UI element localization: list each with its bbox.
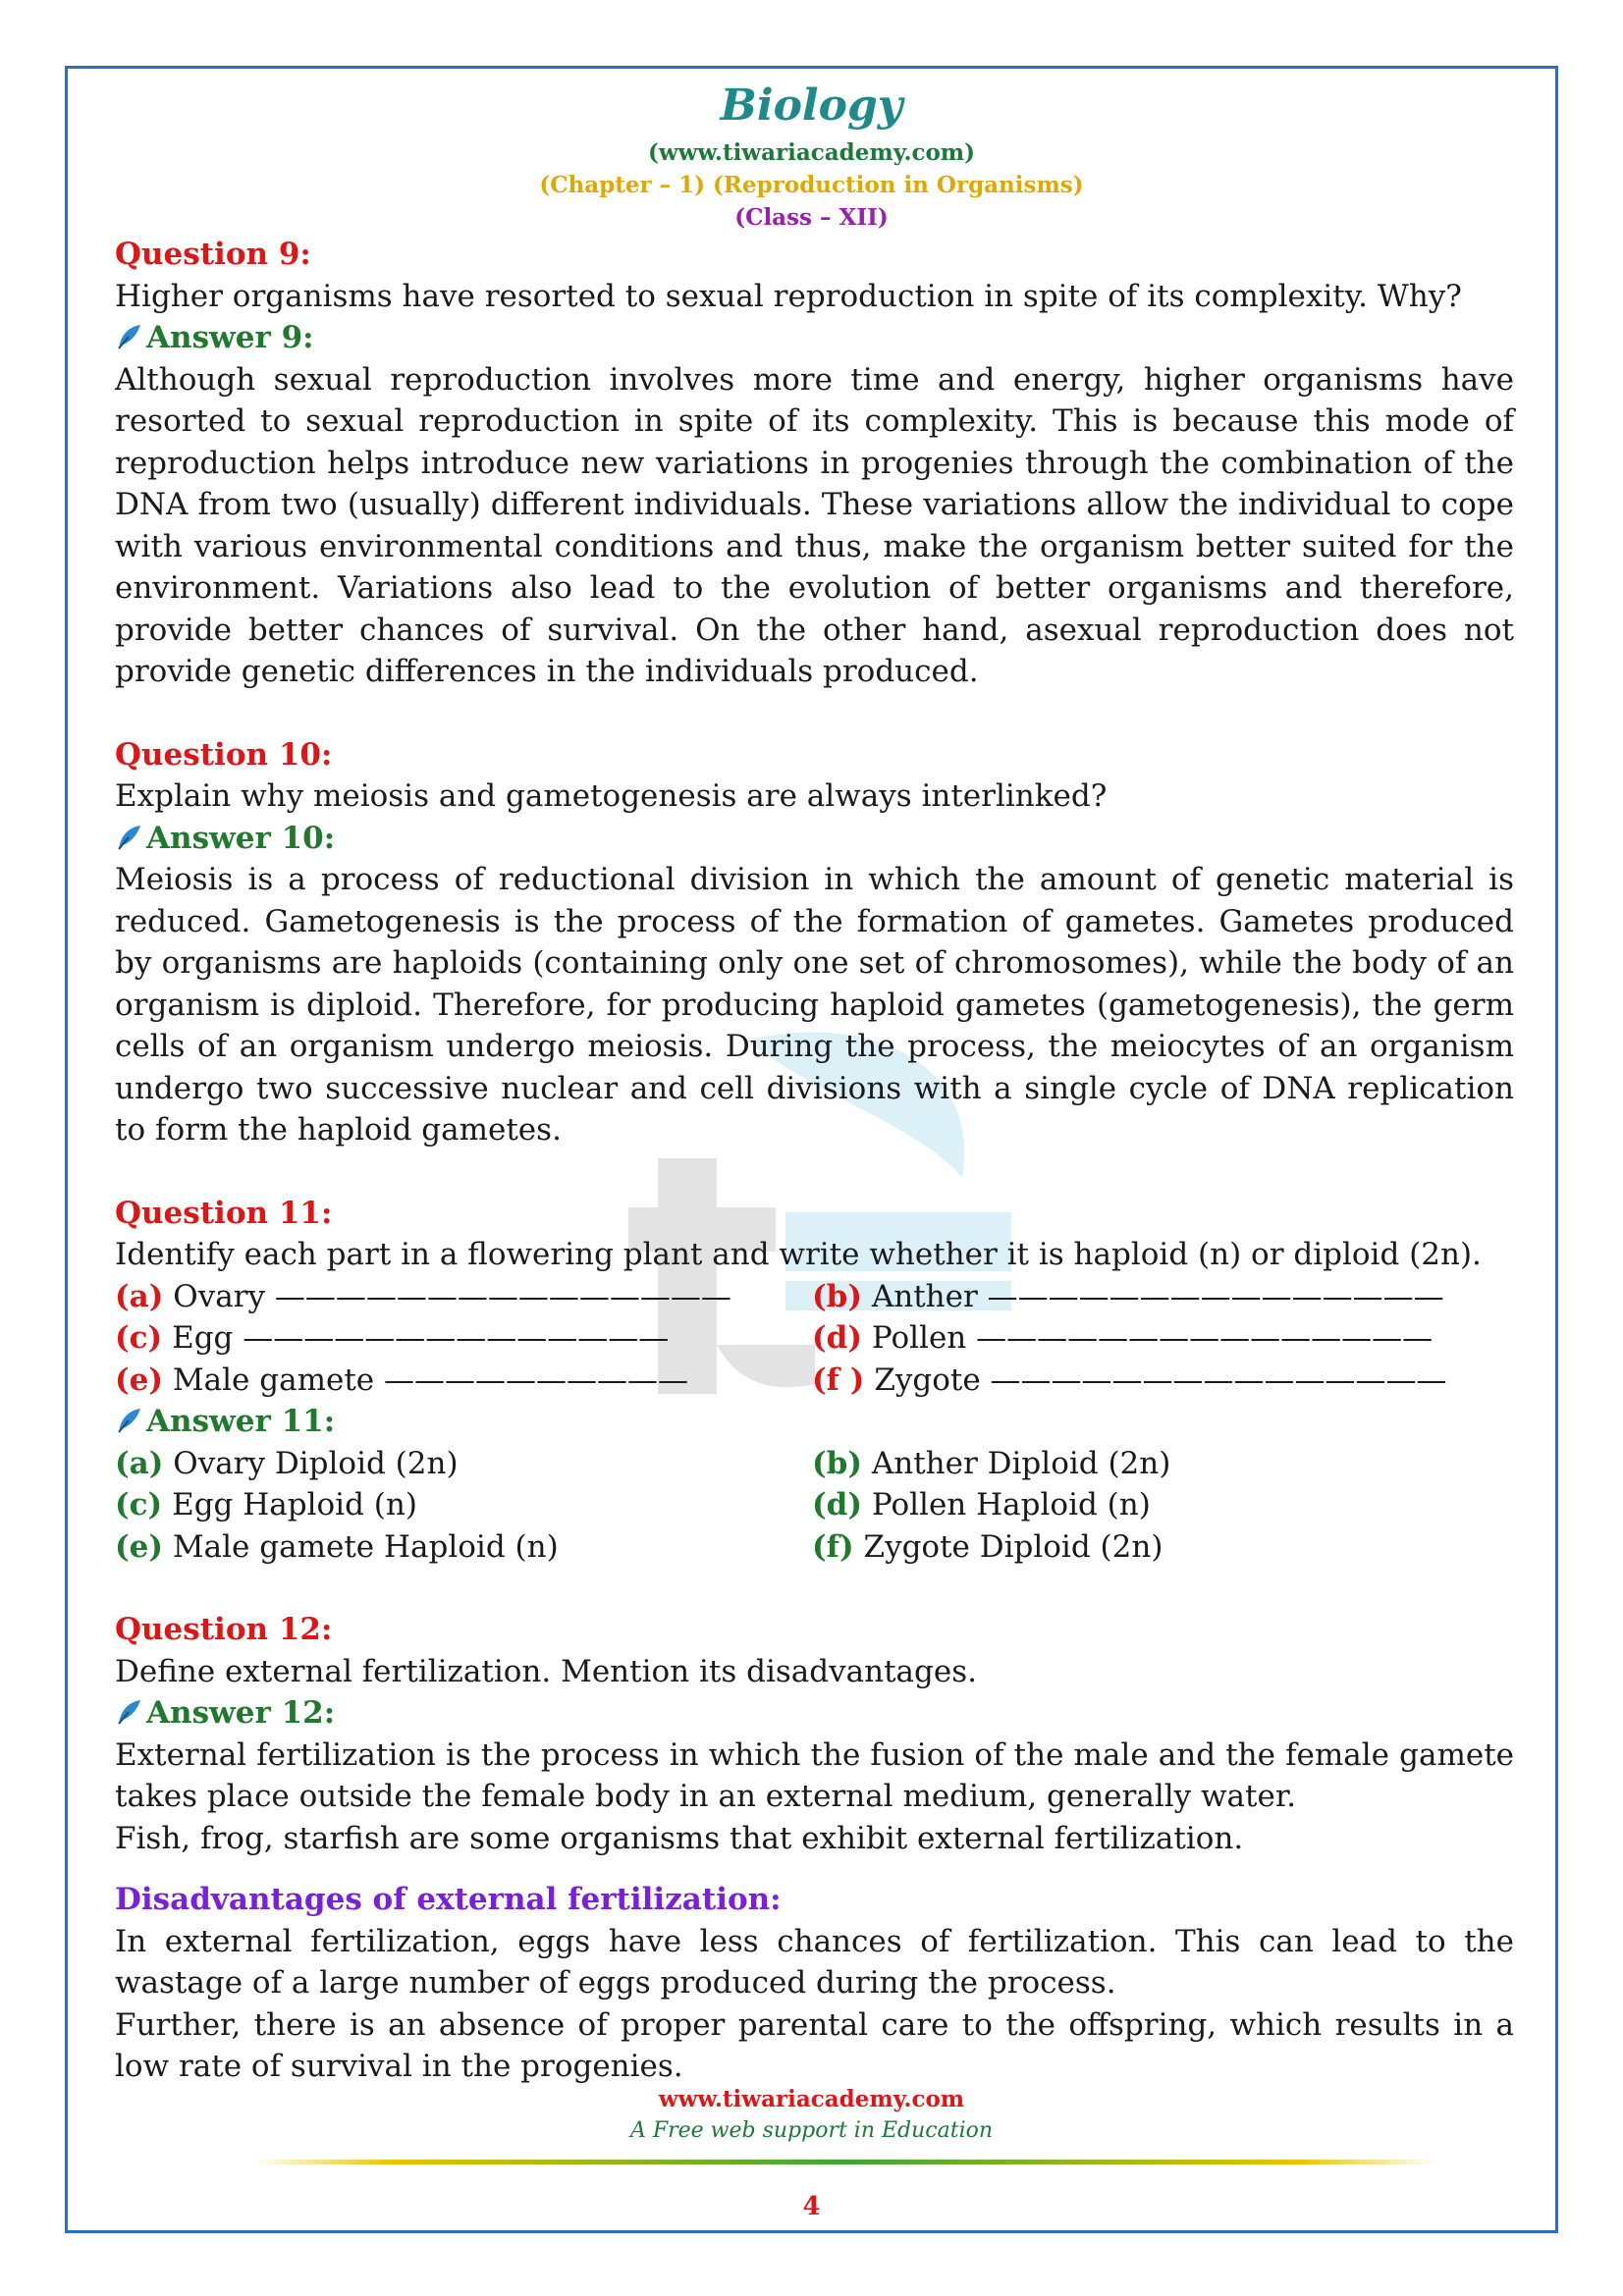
answer-10-label: Answer 10: [146, 820, 336, 856]
answer-10-heading [115, 818, 1514, 860]
list-item: (d) Pollen ——————————————— [812, 1320, 1434, 1356]
page-number: 4 [802, 2192, 821, 2221]
footer-divider [253, 2160, 1437, 2164]
question-11-label: Question 11: [115, 1195, 333, 1231]
question-10-text: Explain why meiosis and gametogenesis are always interlinked? [115, 778, 1108, 814]
list-item: (e) Male gamete Haploid (n) [115, 1528, 559, 1565]
list-item: (a) Ovary ——————————————— [115, 1278, 731, 1314]
disadvantages-heading: Disadvantages of external fertilization: [115, 1882, 782, 1917]
question-12-text: Define external fertilization. Mention its disadvantages. [115, 1653, 977, 1689]
list-item: (f ) Zygote ——————————————— [812, 1362, 1447, 1398]
quill-icon [115, 1698, 144, 1728]
question-9-label: Question 9: [115, 237, 311, 272]
disadvantages-text-1: In external fertilization, eggs have less chances of fertilization. This can lead to the wastage of a large number of eggs produced during the process. [115, 1923, 1514, 2001]
quill-icon [115, 824, 144, 853]
header-chapter: (Chapter – 1) (Reproduction in Organisms) [539, 172, 1084, 198]
question-11-items [115, 1276, 1514, 1402]
answer-12-text-1: External fertilization is the process in which the fusion of the male and the female gamete takes place outside the female body in an external medium, generally water. [115, 1736, 1514, 1814]
answer-11-heading [115, 1401, 1514, 1443]
quill-icon [115, 323, 144, 352]
header-site-link[interactable]: (www.tiwariacademy.com) [647, 139, 976, 166]
list-item: (f) Zygote Diploid (2n) [812, 1528, 1163, 1565]
question-9-text: Higher organisms have resorted to sexual reproduction in spite of its complexity. Why? [115, 278, 1462, 314]
main-content [115, 234, 1514, 2088]
answer-12-text-2: Fish, frog, starfish are some organisms that exhibit external fertilization. [115, 1820, 1244, 1856]
list-item: (a) Ovary Diploid (2n) [115, 1445, 459, 1481]
quill-icon [115, 1407, 144, 1436]
list-item: (c) Egg —————————————— [115, 1320, 670, 1356]
footer-site-link[interactable]: www.tiwariacademy.com [658, 2086, 965, 2112]
question-12-label: Question 12: [115, 1612, 333, 1647]
answer-11-items [115, 1443, 1514, 1569]
footer-tagline: A Free web support in Education [629, 2118, 994, 2143]
list-item: (c) Egg Haploid (n) [115, 1487, 417, 1522]
list-item: (d) Pollen Haploid (n) [812, 1487, 1151, 1522]
page-title: Biology [720, 80, 903, 131]
header-class: (Class – XII) [734, 204, 889, 231]
question-10-label: Question 10: [115, 736, 333, 773]
list-item: (b) Anther Diploid (2n) [812, 1445, 1171, 1481]
answer-10-text: Meiosis is a process of reductional division in which the amount of genetic material is reduced. Gametogenesis is the process of the formation of gametes. Gametes produced by organisms are haploids (containing only one set of chromosomes), while the body of an organism is diploid. Therefore, for producing haploid gametes (gametogenesis), the germ cells of an organism undergo meiosis. During the process, the meiocytes of an organism undergo two successive nuclear and cell divisions with a single cycle of DNA replication to form the haploid gametes. [115, 862, 1514, 1148]
list-item: (b) Anther ——————————————— [812, 1278, 1444, 1314]
answer-11-label: Answer 11: [146, 1404, 336, 1439]
list-item: (e) Male gamete —————————— [115, 1362, 688, 1398]
answer-9-heading [115, 317, 1514, 359]
question-11-text: Identify each part in a flowering plant and write whether it is haploid (n) or diploid (2n). [115, 1237, 1482, 1272]
answer-12-label: Answer 12: [146, 1695, 336, 1731]
answer-9-label: Answer 9: [146, 320, 314, 355]
answer-12-heading [115, 1692, 1514, 1735]
answer-9-text: Although sexual reproduction involves more time and energy, higher organisms have resorted to sexual reproduction in spite of its complexity. This is because this mode of reproduction helps introduce new variations in progenies through the combination of the DNA from two (usually) different individuals. These variations allow the individual to cope with various environmental conditions and thus, make the organism better suited for the environment. Variations also lead to the evolution of better organisms and therefore, provide better chances of survival. On the other hand, asexual reproduction does not provide genetic differences in the individuals produced. [115, 361, 1514, 689]
disadvantages-text-2: Further, there is an absence of proper parental care to the offspring, which results in a low rate of survival in the progenies. [115, 2006, 1514, 2084]
